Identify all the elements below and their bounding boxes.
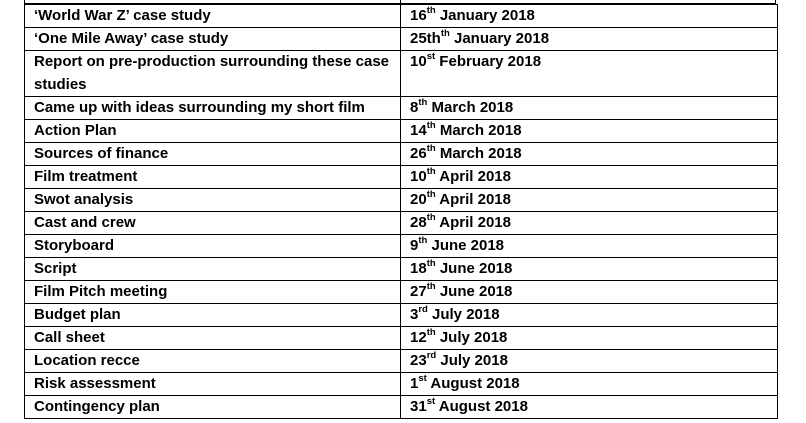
table-row (25, 281, 778, 304)
date-ordinal: st (418, 373, 427, 384)
date-day: 8 (410, 99, 419, 116)
table-row (25, 143, 778, 166)
date-day: 10 (410, 53, 427, 70)
table-row (25, 212, 778, 235)
date-day: 10 (410, 168, 427, 185)
cut-off-column-divider (400, 0, 401, 3)
date-day: 16 (410, 7, 427, 24)
date-cell (401, 235, 778, 258)
task-cell: Storyboard (25, 235, 401, 258)
date-cell (401, 327, 778, 350)
date-rest: April 2018 (435, 191, 511, 208)
table-row (25, 28, 778, 51)
date-ordinal: th (440, 28, 450, 39)
date-rest: February 2018 (435, 53, 542, 70)
date-ordinal: th (426, 212, 436, 223)
task-cell: Sources of finance (25, 143, 401, 166)
task-cell: Budget plan (25, 304, 401, 327)
date-ordinal: rd (418, 304, 428, 315)
table-row (25, 258, 778, 281)
date-rest: April 2018 (435, 214, 511, 231)
date-rest: August 2018 (435, 398, 528, 415)
date-cell (401, 166, 778, 189)
date-day: 9 (410, 237, 419, 254)
table-row (25, 97, 778, 120)
date-cell (401, 28, 778, 51)
date-day: 1 (410, 375, 419, 392)
schedule-table (24, 4, 778, 419)
task-cell: ‘World War Z’ case study (25, 5, 401, 28)
table-row (25, 235, 778, 258)
date-cell (401, 281, 778, 304)
table-row (25, 166, 778, 189)
date-cell (401, 350, 778, 373)
date-rest: July 2018 (436, 352, 508, 369)
date-rest: January 2018 (435, 7, 535, 24)
date-day: 18 (410, 260, 427, 277)
date-rest: January 2018 (449, 30, 550, 47)
date-cell (401, 373, 778, 396)
date-ordinal: th (426, 143, 436, 154)
task-cell: Swot analysis (25, 189, 401, 212)
date-rest: June 2018 (435, 283, 513, 300)
date-cell (401, 51, 778, 97)
date-rest: June 2018 (435, 260, 513, 277)
task-cell: Action Plan (25, 120, 401, 143)
date-rest: June 2018 (427, 237, 505, 254)
task-cell: Location recce (25, 350, 401, 373)
date-day: 28 (410, 214, 427, 231)
date-cell (401, 120, 778, 143)
date-day: 31 (410, 398, 427, 415)
schedule-table-body (25, 5, 778, 419)
date-cell (401, 189, 778, 212)
table-row (25, 373, 778, 396)
date-cell (401, 97, 778, 120)
date-day: 20 (410, 191, 427, 208)
task-cell: Contingency plan (25, 396, 401, 419)
date-cell (401, 212, 778, 235)
date-ordinal: th (426, 5, 436, 16)
date-cell (401, 396, 778, 419)
task-cell: Film Pitch meeting (25, 281, 401, 304)
date-ordinal: th (418, 97, 428, 108)
task-cell: Risk assessment (25, 373, 401, 396)
date-cell (401, 304, 778, 327)
date-ordinal: rd (426, 350, 437, 361)
date-day: 26 (410, 145, 427, 162)
table-row (25, 51, 778, 97)
date-rest: March 2018 (427, 99, 514, 116)
date-ordinal: st (426, 51, 436, 62)
date-cell (401, 5, 778, 28)
task-cell: Film treatment (25, 166, 401, 189)
task-cell: ‘One Mile Away’ case study (25, 28, 401, 51)
date-day: 14 (410, 122, 427, 139)
date-ordinal: th (426, 120, 436, 131)
date-ordinal: th (426, 166, 436, 177)
task-cell: Cast and crew (25, 212, 401, 235)
table-row (25, 120, 778, 143)
table-row (25, 5, 778, 28)
date-rest: July 2018 (427, 306, 500, 323)
task-cell: Report on pre-production surrounding these case studies (25, 51, 401, 97)
table-row (25, 189, 778, 212)
date-rest: August 2018 (426, 375, 520, 392)
date-rest: July 2018 (435, 329, 508, 346)
date-cell (401, 143, 778, 166)
table-row (25, 327, 778, 350)
date-day: 25th (410, 30, 441, 47)
date-ordinal: th (426, 281, 436, 292)
date-cell (401, 258, 778, 281)
table-row (25, 396, 778, 419)
task-cell: Call sheet (25, 327, 401, 350)
date-day: 12 (410, 329, 427, 346)
table-row (25, 304, 778, 327)
table-row (25, 350, 778, 373)
date-ordinal: st (426, 396, 436, 407)
date-ordinal: th (426, 327, 436, 338)
date-rest: March 2018 (435, 122, 522, 139)
task-cell: Script (25, 258, 401, 281)
task-cell: Came up with ideas surrounding my short film (25, 97, 401, 120)
date-rest: April 2018 (435, 168, 511, 185)
date-ordinal: th (426, 189, 436, 200)
date-rest: March 2018 (435, 145, 522, 162)
date-day: 27 (410, 283, 427, 300)
date-day: 23 (410, 352, 427, 369)
date-day: 3 (410, 306, 419, 323)
date-ordinal: th (418, 235, 428, 246)
date-ordinal: th (426, 258, 436, 269)
